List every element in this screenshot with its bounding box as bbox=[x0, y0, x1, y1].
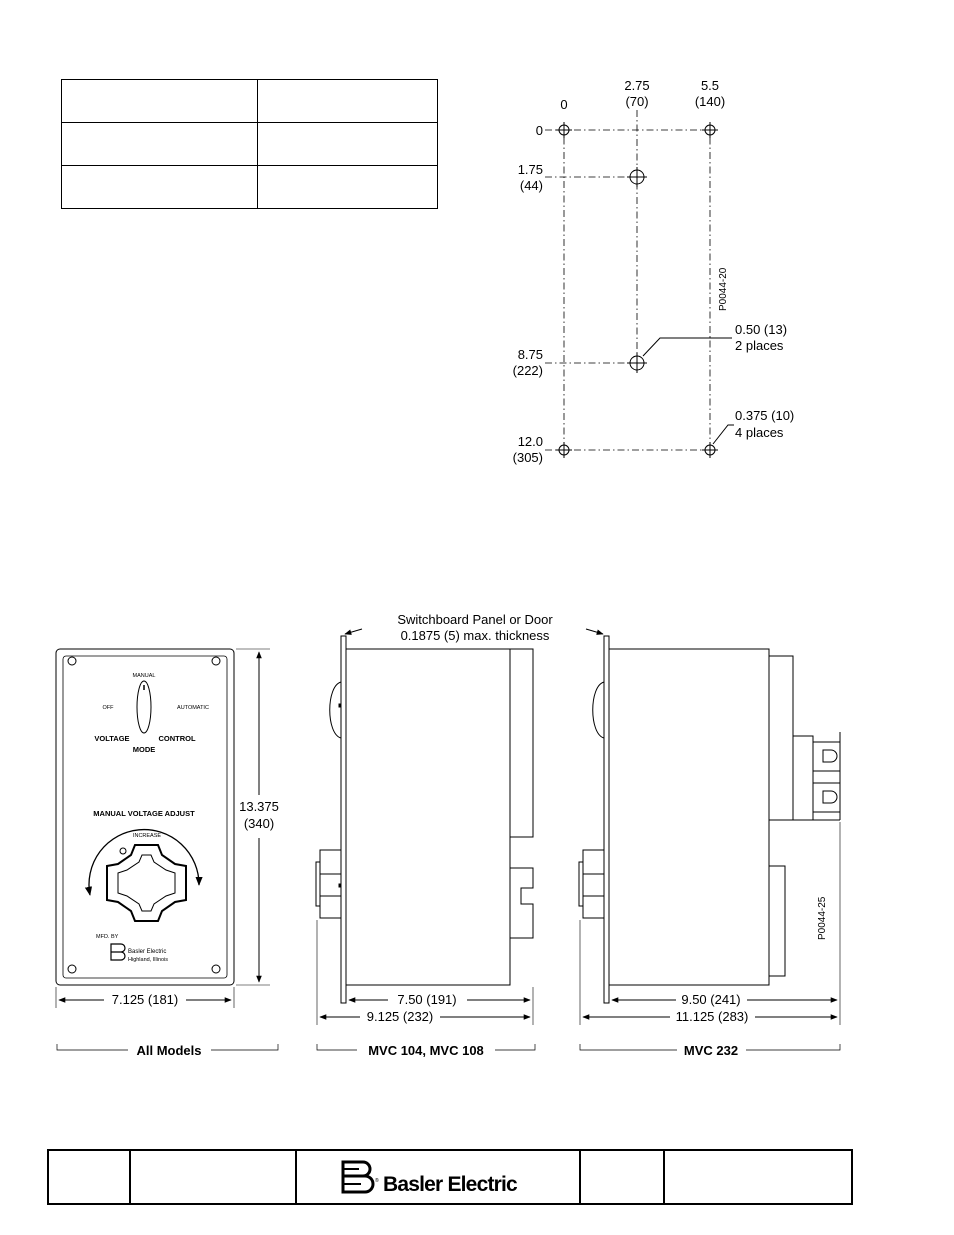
y-label: 0 bbox=[535, 123, 543, 138]
caption-mvc104: MVC 104, MVC 108 bbox=[368, 1043, 484, 1058]
width-dimension: 7.125 (181) bbox=[111, 992, 179, 1007]
basler-logo-icon bbox=[111, 944, 125, 960]
height-dimension-mm: (340) bbox=[243, 816, 275, 831]
height-dimension: 13.375 bbox=[239, 799, 279, 814]
x-label-mm: (140) bbox=[694, 94, 726, 109]
drilling-labels bbox=[513, 78, 795, 465]
caption-mvc232: MVC 232 bbox=[683, 1043, 739, 1058]
mvc104-total: 9.125 (232) bbox=[366, 1009, 434, 1024]
screw-icon bbox=[68, 657, 76, 665]
maker-label: Basler Electric bbox=[128, 949, 167, 955]
mounting-hole-large bbox=[627, 353, 647, 373]
leader-line bbox=[713, 425, 734, 444]
y-label: 8.75 bbox=[517, 347, 543, 362]
callout-size: 0.50 (13) bbox=[735, 322, 788, 337]
side-view-labels bbox=[367, 612, 828, 1024]
mounting-hole-small bbox=[556, 122, 572, 138]
mode-label: MODE bbox=[132, 745, 156, 754]
voltage-adjust-arc-arrow bbox=[89, 830, 199, 895]
panel-thickness: 0.1875 (5) max. thickness bbox=[400, 628, 550, 643]
footer-cell bbox=[130, 1150, 296, 1204]
x-label: 2.75 bbox=[624, 78, 650, 93]
y-label-mm: (222) bbox=[512, 363, 543, 378]
increase-label: INCREASE bbox=[132, 833, 162, 839]
basler-logo bbox=[297, 1151, 579, 1203]
screw-icon bbox=[68, 965, 76, 973]
front-panel-labels bbox=[93, 673, 279, 1007]
drawing-number: P0044-20 bbox=[718, 267, 729, 311]
footer-cell bbox=[580, 1150, 664, 1204]
adjust-title: MANUAL VOLTAGE ADJUST bbox=[93, 809, 195, 818]
x-label: 5.5 bbox=[700, 78, 720, 93]
y-label-mm: (44) bbox=[519, 178, 543, 193]
voltage-adjust-knob bbox=[107, 845, 186, 921]
mvc232-total: 11.125 (283) bbox=[675, 1009, 749, 1024]
basler-b-icon bbox=[343, 1162, 373, 1192]
table-row bbox=[48, 1150, 852, 1204]
mounting-hole-small bbox=[702, 442, 718, 458]
svg-text:®: ® bbox=[375, 1178, 379, 1184]
x-label-mm: (70) bbox=[625, 94, 649, 109]
y-label-mm: (305) bbox=[512, 450, 543, 465]
mounting-hole-small bbox=[702, 122, 718, 138]
side-view-mvc104 bbox=[316, 629, 533, 1025]
automatic-label: AUTOMATIC bbox=[177, 705, 209, 711]
x-label: 0 bbox=[560, 97, 568, 112]
voltage-label: VOLTAGE bbox=[94, 734, 130, 743]
caption-all-models: All Models bbox=[136, 1043, 202, 1058]
footer-cell bbox=[664, 1150, 852, 1204]
mounting-hole-large bbox=[627, 167, 647, 187]
control-label: CONTROL bbox=[158, 734, 196, 743]
mounting-hole-small bbox=[556, 442, 572, 458]
manual-label: MANUAL bbox=[132, 673, 156, 679]
y-label: 1.75 bbox=[517, 162, 543, 177]
callout-size: 0.375 (10) bbox=[735, 408, 795, 423]
mfd-by-label: MFD. BY bbox=[96, 934, 119, 940]
callout-count: 2 places bbox=[735, 338, 784, 353]
footer-table bbox=[47, 1149, 853, 1205]
screw-icon bbox=[212, 965, 220, 973]
panel-label: Switchboard Panel or Door bbox=[397, 612, 553, 627]
drilling-diagram bbox=[545, 110, 734, 458]
footer-cell bbox=[48, 1150, 130, 1204]
off-label: OFF bbox=[102, 705, 114, 711]
side-view-mvc232 bbox=[579, 629, 840, 1025]
footer-logo-cell bbox=[296, 1150, 580, 1204]
callout-count: 4 places bbox=[735, 425, 784, 440]
mvc104-depth: 7.50 (191) bbox=[397, 992, 457, 1007]
y-label: 12.0 bbox=[517, 434, 543, 449]
screw-icon bbox=[212, 657, 220, 665]
location-label: Highland, Illinois bbox=[128, 957, 169, 963]
leader-line bbox=[643, 338, 732, 356]
drawing-number: P0044-25 bbox=[817, 896, 828, 940]
logo-text: Basler Electric bbox=[383, 1173, 517, 1196]
mvc232-depth: 9.50 (241) bbox=[681, 992, 741, 1007]
